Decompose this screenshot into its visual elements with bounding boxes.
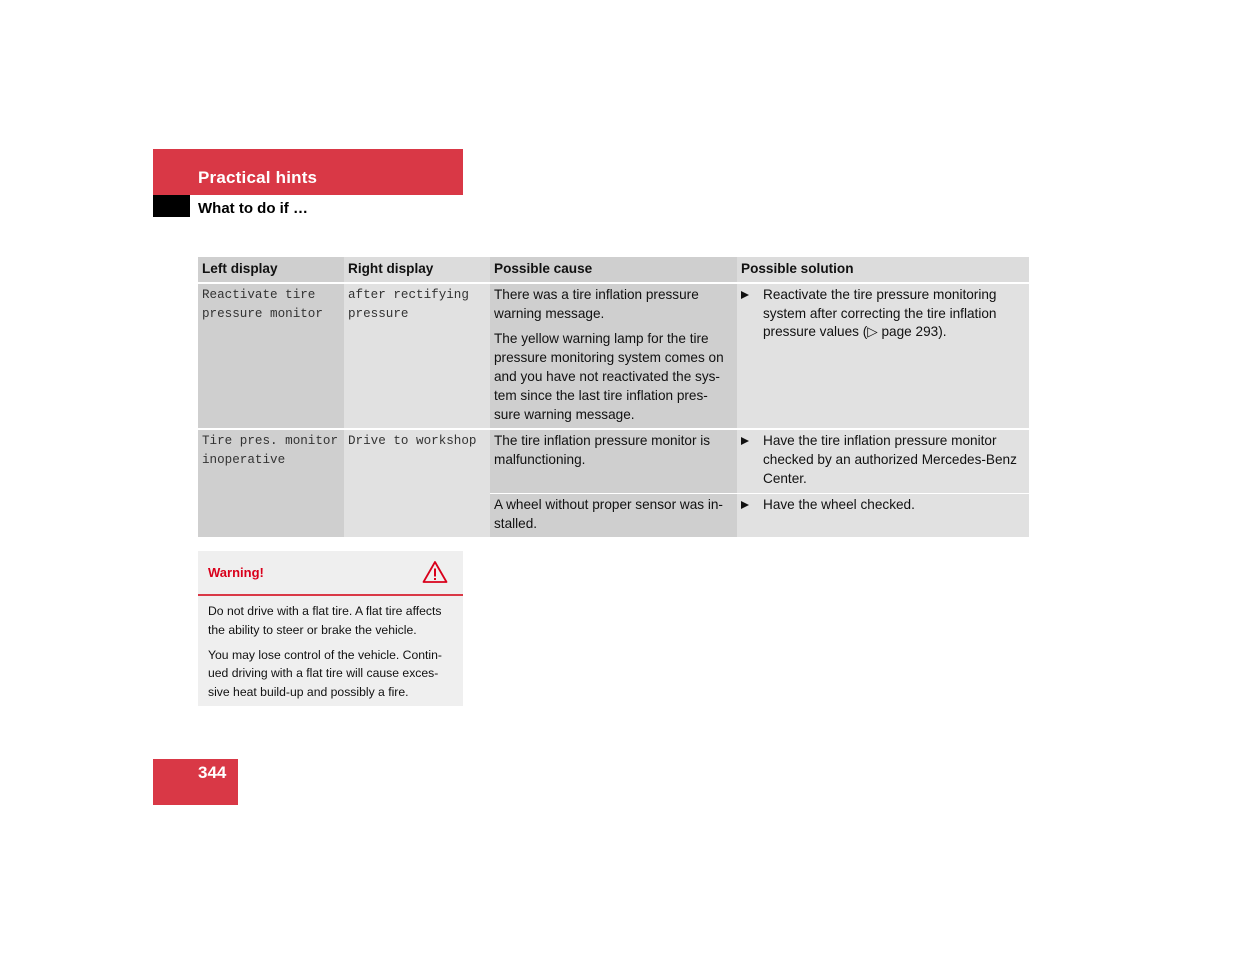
possible-solution — [737, 493, 1029, 537]
possible-solution — [737, 283, 1029, 430]
solution-text: Reactivate the tire pressure monitoring system after correcting the tire inflation pressure values (▷ page 293). — [763, 286, 997, 340]
bullet-arrow-icon — [741, 437, 749, 445]
bullet-arrow-icon — [741, 501, 749, 509]
page-number: 344 — [198, 763, 227, 782]
header-right-display: Right display — [344, 257, 490, 283]
table-header-row — [198, 257, 1029, 283]
header-left-display: Left display — [198, 257, 344, 283]
subsection-title: What to do if … — [198, 200, 308, 217]
cause-paragraph: There was a tire inflation pressure warning message. — [494, 286, 699, 321]
warning-box — [198, 551, 463, 706]
cause-paragraph: A wheel without proper sensor was in-stalled. — [494, 496, 723, 531]
cause-paragraph: The tire inflation pressure monitor is malfunctioning. — [494, 433, 711, 468]
cause-paragraph: The yellow warning lamp for the tire pressure monitoring system comes on and you have not reactivated the sys-tem since the last tire inflation pres-sure warning message. — [494, 331, 724, 422]
warning-triangle-icon — [422, 560, 448, 584]
right-display-message: after rectifying pressure — [344, 283, 490, 430]
possible-cause — [490, 493, 737, 537]
table-row — [198, 429, 1029, 493]
solution-text: Have the tire inflation pressure monitor checked by an authorized Mercedes-Benz Center. — [763, 433, 1017, 486]
header-possible-solution: Possible solution — [737, 257, 1029, 283]
possible-cause — [490, 283, 737, 430]
warning-label: Warning! — [208, 565, 264, 580]
warning-paragraph: Do not drive with a flat tire. A flat tire affects the ability to steer or brake the vehicle. — [208, 604, 442, 637]
possible-cause — [490, 429, 737, 493]
section-title: Practical hints — [198, 168, 318, 187]
header-possible-cause: Possible cause — [490, 257, 737, 283]
warning-body — [198, 596, 463, 702]
warning-paragraph: You may lose control of the vehicle. Contin-ued driving with a flat tire will cause exces-sive heat build-up and possibly a fire. — [208, 647, 442, 700]
warning-header — [198, 551, 463, 596]
subsection-marker — [153, 195, 190, 217]
display-messages-table — [198, 257, 1029, 537]
possible-solution — [737, 429, 1029, 493]
right-display-message: Drive to workshop — [344, 429, 490, 537]
left-display-message: Tire pres. monitor inoperative — [198, 429, 344, 537]
table-row — [198, 283, 1029, 430]
solution-text: Have the wheel checked. — [763, 496, 915, 512]
left-display-message: Reactivate tire pressure monitor — [198, 283, 344, 430]
bullet-arrow-icon — [741, 291, 749, 299]
